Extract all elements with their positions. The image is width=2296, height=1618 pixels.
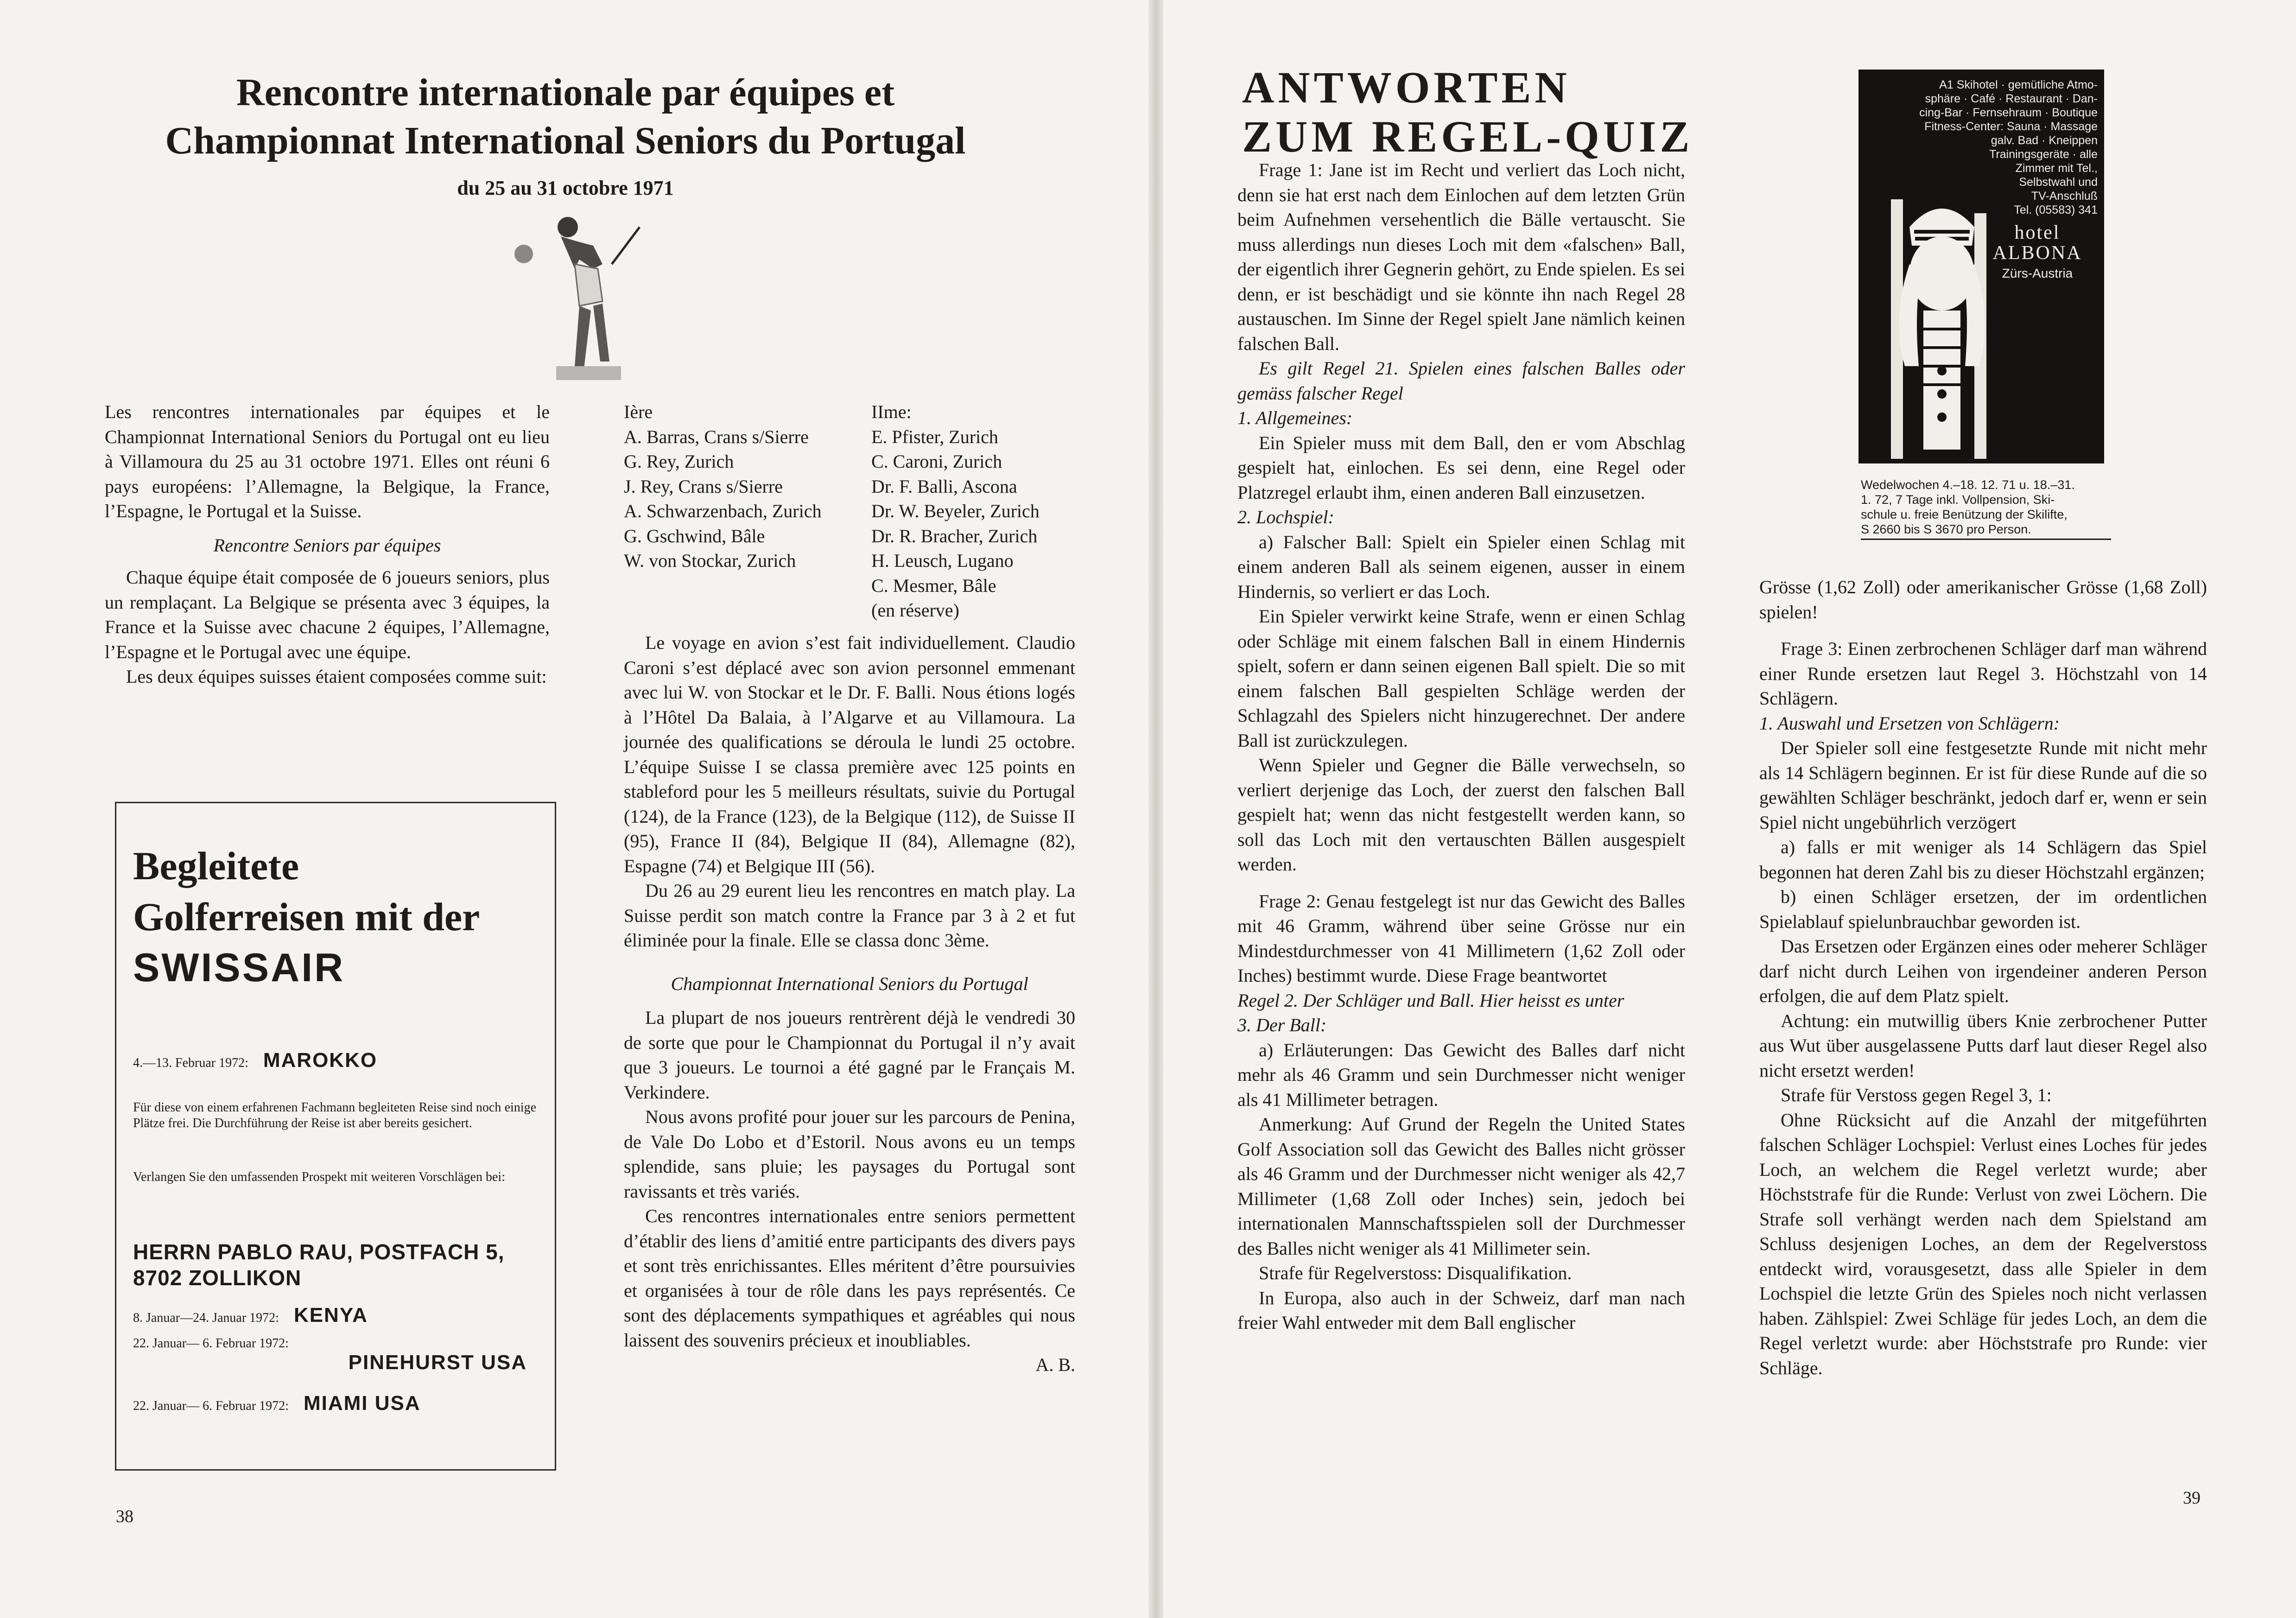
- trip-row-kenya: [133, 1304, 536, 1327]
- hotel-location: Zürs-Austria: [2002, 266, 2073, 280]
- answer-paragraph: Frage 1: Jane ist im Recht und verliert das Loch nicht, denn sie hat erst nach dem Einlochen auf dem letzten Grün beim Aufnehmen versehentlich die Bälle vertauscht. Sie muss allerdings nun dieses Loch mit dem «falschen» Ball, der eigentlich ihrer Gegnerin gehört, zu Ende spielen. Es sei denn, er ist beschädigt und sie könnte ihn nach Regel 28 austauschen. Im Sinne der Regel spielt Jane nämlich keinen falschen Ball.: [1237, 159, 1685, 354]
- answer-paragraph: In Europa, also auch in der Schweiz, darf man nach freier Wahl entweder mit dem Ball englischer: [1237, 1287, 1685, 1333]
- trip-destination: PINEHURST USA: [348, 1351, 527, 1374]
- rule-reference: Regel 2. Der Schläger und Ball. Hier heisst es unter: [1237, 990, 1624, 1011]
- team-member: A. Barras, Crans s/Sierre: [624, 426, 809, 447]
- ad-title-line-1: Begleitete: [133, 844, 299, 888]
- author-signature: A. B.: [1035, 1354, 1075, 1375]
- answer-paragraph: Frage 3: Einen zerbrochenen Schläger darf man während einer Runde ersetzen laut Regel 3. Höchstzahl von 14 Schlägern.: [1759, 638, 2207, 709]
- report-paragraph: La plupart de nos joueurs rentrèrent déjà le vendredi 30 de sorte que pour le Championnat du Portugal il n’y avait que 3 joueurs. Le tournoi a été gagné par le Français M. Verkindere.: [624, 1007, 1075, 1103]
- answers-column-1: [1237, 158, 1685, 1335]
- team-member: Dr. F. Balli, Ascona: [871, 476, 1017, 497]
- hotel-feature-line: cing-Bar · Fernsehraum · Boutique: [1919, 106, 2098, 119]
- answer-paragraph: Wenn Spieler und Gegner die Bälle verwechseln, so verliert derjenige das Loch, der zuerst den falschen Ball gespielt hat; wenn das nicht festgestellt werden kann, so soll das Loch mit den vertauschten Bällen ausgespielt werden.: [1237, 755, 1685, 875]
- page-number-left: 38: [116, 1507, 133, 1526]
- quiz-title-line-2: ZUM REGEL-QUIZ: [1242, 112, 1693, 161]
- rule-subheading: 1. Auswahl und Ersetzen von Schlägern:: [1759, 712, 2060, 734]
- hotel-feature-line: sphäre · Café · Restaurant · Dan-: [1925, 92, 2098, 105]
- team-member: Dr. R. Bracher, Zurich: [871, 525, 1038, 546]
- address-line-1: HERRN PABLO RAU, POSTFACH 5,: [133, 1240, 505, 1264]
- report-paragraph: Le voyage en avion s’est fait individuellement. Claudio Caroni s’est déplacé avec son avion personnel emmenant avec lui W. von Stockar et le Dr. F. Balli. Nous étions logés à l’Hôtel Da Balaia, à l’Algarve et au Villamoura. La journée des qualifications se déroula le lundi 25 octobre. L’équipe Suisse I se classa première avec 125 points en stableford pour les 5 meilleurs résultats, suivie du Portugal (124), de la France (123), de la Belgique (112), de Suisse II (95), France II (84), Belgique II (84), Allemagne (82), Espagne (74) et Belgique III (56).: [624, 632, 1075, 876]
- answer-paragraph: a) Erläuterungen: Das Gewicht des Balles darf nicht mehr als 46 Gramm und sein Durchmesser nicht weniger als 41 Millimeter betragen.: [1237, 1039, 1685, 1110]
- answer-paragraph: a) Falscher Ball: Spielt ein Spieler einen Schlag mit einem anderen Ball als seinem eigenen, ausser in einem Hindernis, so verliert er das Loch.: [1237, 531, 1685, 602]
- answer-paragraph: Grösse (1,62 Zoll) oder amerikanischer Grösse (1,68 Zoll) spielen!: [1759, 577, 2207, 622]
- report-paragraph: Ces rencontres internationales entre seniors permettent d’établir des liens d’amitié entre participants des divers pays et sont très enrichissantes. Elles méritent d’être poursuivies et organisées à tour de rôle dans les pays représentés. Ce sont des déplacements sympathiques et agréables qui nous laissent des souvenirs précieux et inoubliables.: [624, 1206, 1075, 1351]
- offer-line: schule u. freie Benützung der Skilifte,: [1861, 508, 2068, 521]
- offer-line: 1. 72, 7 Tage inkl. Vollpension, Ski-: [1861, 493, 2055, 507]
- hotel-name-line-2: ALBONA: [1992, 242, 2082, 264]
- team-member: C. Mesmer, Bâle: [871, 575, 996, 596]
- brochure-note: Verlangen Sie den umfassenden Prospekt mit weiteren Vorschlägen bei:: [133, 1170, 505, 1184]
- page-number-right: 39: [2183, 1488, 2201, 1508]
- hotel-feature-line: Zimmer mit Tel.,: [2015, 162, 2098, 175]
- trip-row-miami: [133, 1392, 536, 1415]
- offer-line: S 2660 bis S 3670 pro Person.: [1861, 522, 2111, 540]
- answer-paragraph: Strafe für Regelverstoss: Disqualifikation.: [1259, 1263, 1572, 1283]
- hotel-name-line-1: hotel: [2014, 222, 2061, 243]
- ad-title-line-3: SWISSAIR: [133, 945, 345, 990]
- trip-destination: MIAMI USA: [303, 1392, 421, 1415]
- answer-paragraph: a) falls er mit weniger als 14 Schlägern das Spiel begonnen hat deren Zahl bis zu dieser Höchstzahl ergänzen;: [1759, 837, 2207, 882]
- team-member: J. Rey, Crans s/Sierre: [624, 476, 783, 497]
- hotel-feature-line: galv. Bad · Kneippen: [1991, 134, 2098, 147]
- offer-line: Wedelwochen 4.–18. 12. 71 u. 18.–31.: [1861, 478, 2075, 492]
- hotel-feature-line: TV-Anschluß: [2031, 190, 2098, 203]
- article-title: [93, 69, 1038, 165]
- rule-subheading: 1. Allgemeines:: [1237, 407, 1353, 428]
- trip-date: 22. Januar— 6. Februar 1972:: [133, 1336, 289, 1351]
- answer-paragraph: Achtung: ein mutwillig übers Knie zerbrochener Putter aus Wut über ausgelassene Putts darf laut dieser Regel also nicht ersetzt werden!: [1759, 1010, 2207, 1081]
- quiz-title-line-1: ANTWORTEN: [1242, 63, 1571, 112]
- section-heading-championship: Championnat International Seniors du Portugal: [671, 973, 1028, 994]
- rule-subheading: 3. Der Ball:: [1237, 1015, 1327, 1035]
- contact-address: [133, 1239, 541, 1291]
- report-paragraph: Nous avons profité pour jouer sur les parcours de Penina, de Vale Do Lobo et d’Estoril. Nous avons eu un temps splendide, sans pluie; les paysages du Portugal sont ravissants et très variés.: [624, 1106, 1075, 1202]
- quiz-title: [1242, 63, 1693, 161]
- trip-row-marokko: [133, 1049, 536, 1072]
- team-member: A. Schwarzenbach, Zurich: [624, 501, 822, 521]
- team-intro-paragraph: Les deux équipes suisses étaient composées comme suit:: [126, 666, 547, 687]
- hotel-feature-line: Trainingsgeräte · alle: [1989, 148, 2098, 161]
- answer-paragraph: Der Spieler soll eine festgesetzte Runde mit nicht mehr als 14 Schlägern beginnen. Er ist für diese Runde auf die so gewählten Schläger beschränkt, jedoch darf er, wenn er sein Spiel nicht ungebührlich verzögert: [1759, 737, 2207, 833]
- title-line-1: Rencontre internationale par équipes et: [236, 71, 895, 114]
- team-list-1: [624, 400, 865, 573]
- answer-paragraph: Ohne Rücksicht auf die Anzahl der mitgeführten falschen Schläger Lochspiel: Verlust eines Loches für jedes Loch, an welchem die Regel verletzt wurde; aber Höchststrafe für die Runde: Verlust von zwei Löchern. Die Strafe soll verhängt werden nach dem Spielstand am Schluss desjenigen Loches, an dem der Regelverstoss entdeckt wird, vorausgesetzt, dass alle Spieler in dem Lochspiel die letzte Grün des Spieles noch nicht verlassen haben. Zählspiel: Zwei Schläge für jedes Loch, an dem die Regel verletzt wurde: aber Höchststrafe pro Runde: vier Schläge.: [1759, 1109, 2207, 1378]
- right-page: [1163, 0, 2296, 1618]
- intro-paragraph: Les rencontres internationales par équipes et le Championnat International Seniors du Portugal ont eu lieu à Villamoura du 25 au 31 octobre 1971. Elles ont réuni 6 pays européens: l’Allemagne, la Belgique, la France, l’Espagne, le Portugal et la Suisse.: [105, 401, 550, 521]
- report-column: [624, 630, 1075, 1377]
- team-member: E. Pfister, Zurich: [871, 426, 998, 447]
- answer-paragraph: Anmerkung: Auf Grund der Regeln the United States Golf Association soll das Gewicht des Balles nicht grösser als 46 Gramm und der Durchmesser nicht weniger als 42,7 Millimeter (1,68 Zoll oder Inches) sein, jedoch bei internationalen Mannschaftsspielen soll der Durchmesser des Balles nicht weniger als 41 Millimeter sein.: [1237, 1114, 1685, 1259]
- answer-paragraph: Frage 2: Genau festgelegt ist nur das Gewicht des Balles mit 46 Gramm, während über seine Grösse nur ein Mindestdurchmesser von 41 Millimetern (1,62 Zoll oder Inches) bestimmt wurde. Diese Frage beantwortet: [1237, 890, 1685, 986]
- team-heading: IIme:: [871, 401, 912, 422]
- intro-column: [105, 400, 550, 689]
- answer-paragraph: Ein Spieler verwirkt keine Strafe, wenn er einen Schlag oder Schläge mit einem falschen Ball in einem Hindernis spielt, sofern er dann seinen eigenen Ball spielt. Die so mit einem falschen Ball gespielten Schläge werden der Schlagzahl des Spielers nicht hinzugerechnet. Der andere Ball ist zurückzulegen.: [1237, 606, 1685, 751]
- trip-destination: KENYA: [293, 1304, 368, 1326]
- trip-date: 22. Januar— 6. Februar 1972:: [133, 1399, 289, 1413]
- hotel-albona-ad: [1858, 70, 2104, 463]
- team-member: H. Leusch, Lugano: [871, 550, 1014, 571]
- swissair-ad-title: [133, 840, 480, 993]
- answer-paragraph: Das Ersetzen oder Ergänzen eines oder meherer Schläger darf nicht durch Leihen von irgendeiner anderen Person erfolgen, die auf dem Platz spielt.: [1759, 936, 2207, 1006]
- answer-paragraph: Ein Spieler muss mit dem Ball, den er vom Abschlag gespielt hat, einlochen. Es sei denn, eine Regel oder Platzregel erlaubt ihm, einen anderen Ball einzusetzen.: [1237, 432, 1685, 503]
- team-member: C. Caroni, Zurich: [871, 451, 1002, 472]
- team-member: G. Rey, Zurich: [624, 451, 734, 472]
- hotel-offer: [1861, 477, 2111, 540]
- hotel-feature-line: A1 Skihotel · gemütliche Atmo-: [1939, 78, 2098, 91]
- team-member: (en réserve): [871, 600, 959, 621]
- hotel-feature-line: Tel. (05583) 341: [2014, 203, 2098, 216]
- rule-reference: Es gilt Regel 21. Spielen eines falschen Balles oder gemäss falscher Regel: [1237, 358, 1685, 404]
- team-member: W. von Stockar, Zurich: [624, 550, 796, 571]
- address-line-2: 8702 ZOLLIKON: [133, 1266, 302, 1290]
- section-heading-team: Rencontre Seniors par équipes: [213, 534, 441, 556]
- spread-gutter: [1148, 0, 1163, 1618]
- answer-paragraph: b) einen Schläger ersetzen, der im ordentlichen Spielablauf spielunbrauchbar geworden ist.: [1759, 886, 2207, 932]
- team-member: Dr. W. Beyeler, Zurich: [871, 501, 1040, 521]
- team-heading: Ière: [624, 401, 653, 422]
- article-subtitle: du 25 au 31 octobre 1971: [457, 177, 674, 199]
- answers-column-2: [1759, 575, 2207, 1380]
- rule-subheading: 2. Lochspiel:: [1237, 507, 1334, 527]
- trip-date: 8. Januar—24. Januar 1972:: [133, 1311, 279, 1325]
- team-paragraph: Chaque équipe était composée de 6 joueurs seniors, plus un remplaçant. La Belgique se présenta avec 3 équipes, la France et la Suisse avec chacune 2 équipes, l’Allemagne, l’Espagne et le Portugal avec une équipe.: [105, 567, 550, 662]
- swissair-ad: [115, 802, 556, 1471]
- trip-date: 4.—13. Februar 1972:: [133, 1056, 248, 1070]
- team-member: G. Gschwind, Bâle: [624, 525, 765, 546]
- hotel-feature-line: Selbstwahl und: [2019, 176, 2098, 189]
- team-list-2: [871, 400, 1075, 623]
- ad-title-line-2: Golferreisen mit der: [133, 895, 480, 939]
- answer-paragraph: Strafe für Verstoss gegen Regel 3, 1:: [1781, 1085, 2052, 1105]
- trip-destination: MAROKKO: [263, 1049, 378, 1072]
- report-paragraph: Du 26 au 29 eurent lieu les rencontres en match play. La Suisse perdit son match contre la France par 3 à 2 et fut éliminée pour la finale. Elle se classa donc 3ème.: [624, 880, 1075, 951]
- title-line-2: Championnat International Seniors du Portugal: [165, 119, 966, 162]
- golfer-photo: [505, 213, 672, 385]
- skier-illustration: [1872, 171, 2011, 459]
- trip-row-pinehurst: [133, 1336, 536, 1374]
- hotel-feature-line: Fitness-Center: Sauna · Massage: [1924, 120, 2098, 133]
- trip-note: Für diese von einem erfahrenen Fachmann begleiteten Reise sind noch einige Plätze frei. Die Durchführung der Reise ist aber bereits gesichert.: [133, 1100, 536, 1130]
